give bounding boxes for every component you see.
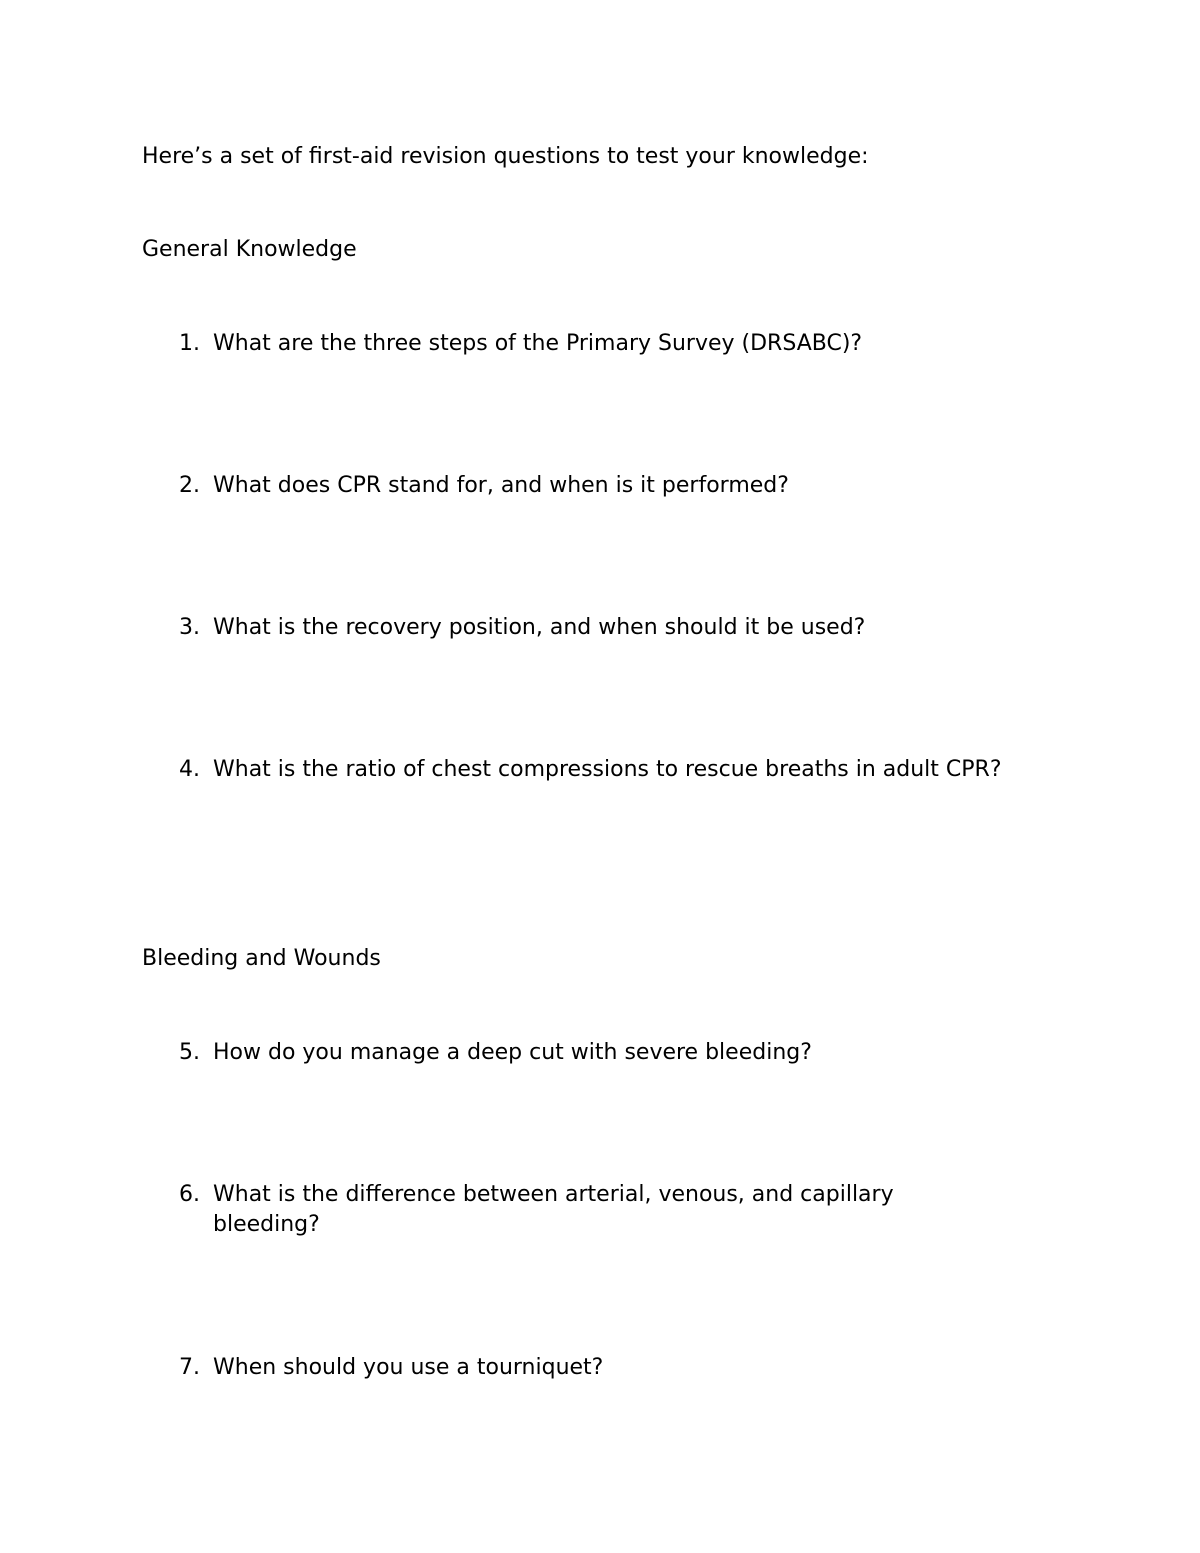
question-number: 2. xyxy=(179,473,200,498)
section-heading-general-knowledge: General Knowledge xyxy=(142,237,357,262)
question-text: What are the three steps of the Primary Survey (DRSABC)? xyxy=(213,331,863,356)
question-text: When should you use a tourniquet? xyxy=(213,1355,604,1380)
question-number: 3. xyxy=(179,615,200,640)
intro-text: Here’s a set of first-aid revision questions to test your knowledge: xyxy=(142,144,869,169)
question-number: 4. xyxy=(179,757,200,782)
question-number: 1. xyxy=(179,331,200,356)
question-text: What is the ratio of chest compressions to rescue breaths in adult CPR? xyxy=(213,757,1002,782)
question-text: What is the difference between arterial, venous, and capillary bleeding? xyxy=(213,1182,894,1237)
question-number: 5. xyxy=(179,1040,200,1065)
question-number: 7. xyxy=(179,1355,200,1380)
section-heading-bleeding-and-wounds: Bleeding and Wounds xyxy=(142,946,381,971)
question-text: What does CPR stand for, and when is it performed? xyxy=(213,473,789,498)
question-number: 6. xyxy=(179,1182,200,1207)
question-text: What is the recovery position, and when should it be used? xyxy=(213,615,866,640)
question-text: How do you manage a deep cut with severe bleeding? xyxy=(213,1040,812,1065)
